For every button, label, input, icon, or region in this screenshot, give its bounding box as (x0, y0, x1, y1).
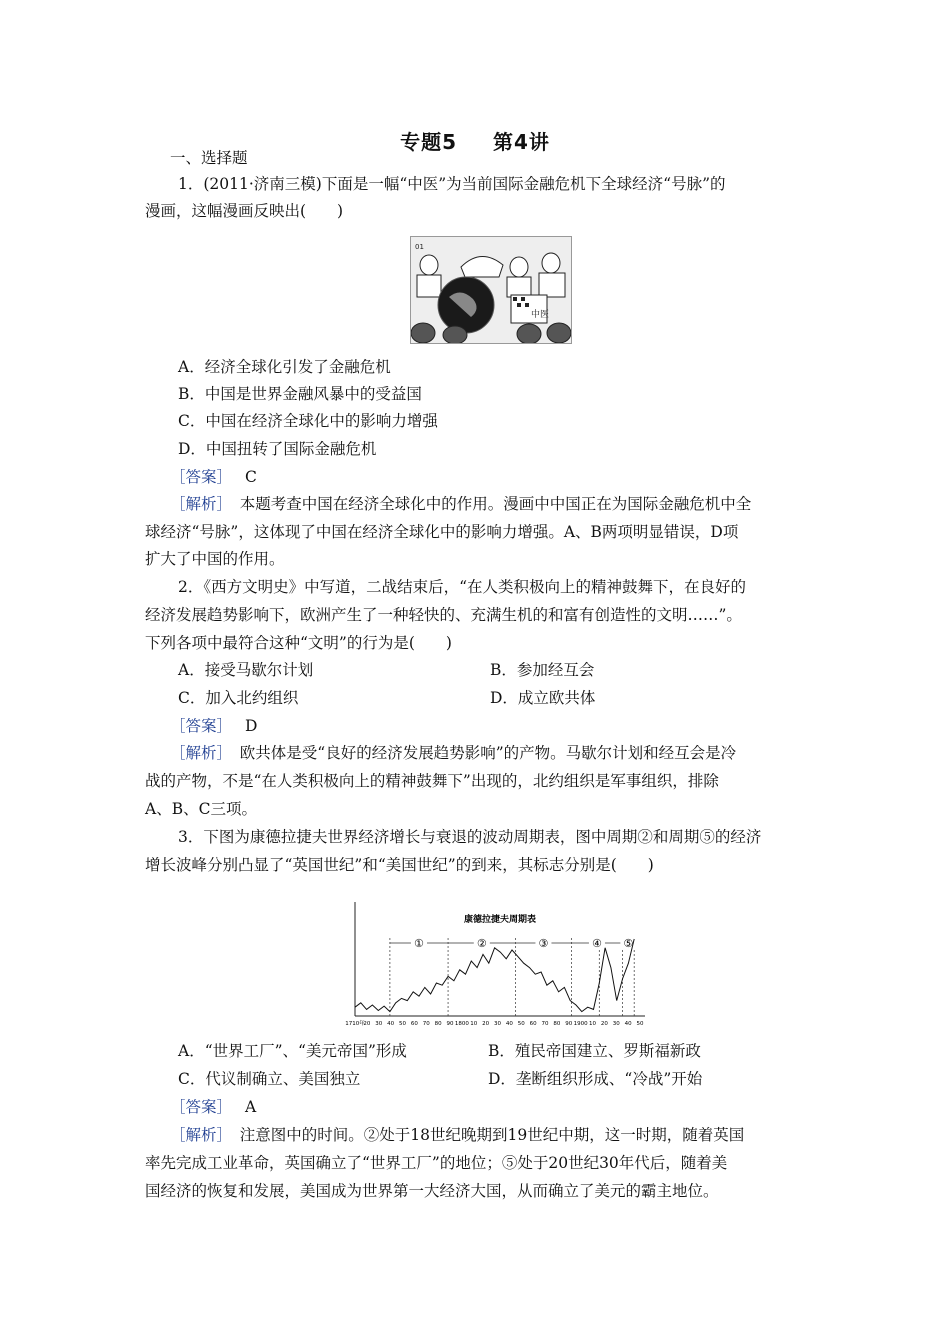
x-tick-label: 60 (410, 1021, 418, 1027)
x-tick-label: 1710年 (345, 1021, 365, 1027)
x-tick-label: 80 (553, 1021, 561, 1027)
q1-analysis-label: ［解析］ (170, 495, 225, 513)
x-tick-label: 30 (494, 1021, 501, 1027)
x-tick-label: 80 (434, 1021, 442, 1027)
x-tick-label: 20 (600, 1021, 608, 1027)
q1-stem-line2: 漫画，这幅漫画反映出( ) (145, 202, 344, 220)
x-tick-label: 50 (636, 1021, 644, 1027)
x-tick-label: 70 (422, 1021, 430, 1027)
q1-analysis-line3: 扩大了中国的作用。 (145, 550, 285, 568)
x-tick-label: 20 (482, 1021, 490, 1027)
q1-option-d: D．中国扭转了国际金融危机 (178, 440, 377, 458)
q3-analysis-line3: 国经济的恢复和发展，美国成为世界第一大经济大国，从而确立了美元的霸主地位。 (145, 1182, 719, 1200)
q1-answer-value: C (244, 468, 257, 486)
cycle-label: ② (476, 937, 487, 950)
q3-option-d: D．垄断组织形成、“冷战”开始 (488, 1070, 703, 1088)
x-tick-label: 50 (399, 1021, 406, 1027)
x-tick-label: 40 (505, 1021, 513, 1027)
q3-stem-line2: 增长波峰分别凸显了“英国世纪”和“美国世纪”的到来，其标志分别是( ) (145, 856, 654, 874)
q2-stem-line3: 下列各项中最符合这种“文明”的行为是( ) (145, 634, 452, 652)
cycle-label: ④ (592, 937, 602, 950)
q2-option-c: C．加入北约组织 (178, 689, 299, 707)
x-tick-label: 30 (375, 1021, 383, 1027)
x-tick-label: 20 (363, 1021, 371, 1027)
q1-answer (170, 467, 257, 487)
q2-analysis-line1 (170, 743, 736, 763)
cycle-label: ① (414, 937, 424, 950)
x-tick-label: 1800 (454, 1021, 469, 1027)
q2-analysis-line2: 战的产物，不是“在人类积极向上的精神鼓舞下”出现的，北约组织是军事组织，排除 (145, 772, 719, 790)
q3-stem-line1: 3．下图为康德拉捷夫世界经济增长与衰退的波动周期表，图中周期②和周期⑤的经济 (178, 828, 762, 846)
q1-option-c: C．中国在经济全球化中的影响力增强 (178, 412, 438, 430)
q3-answer (170, 1097, 256, 1117)
chart-svg (340, 898, 650, 1028)
q1-option-b: B．中国是世界金融风暴中的受益国 (178, 385, 422, 403)
x-tick-label: 40 (624, 1021, 632, 1027)
cycle-label: ③ (538, 937, 549, 950)
q2-stem-line1: 2．《西方文明史》中写道，二战结束后，“在人类积极向上的精神鼓舞下，在良好的 (178, 578, 747, 596)
x-tick-label: 10 (589, 1021, 596, 1027)
q3-answer-value: A (244, 1098, 257, 1116)
q1-analysis-text1: 本题考查中国在经济全球化中的作用。漫画中中国正在为国际金融危机中全 (224, 495, 752, 513)
x-tick-label: 70 (541, 1021, 549, 1027)
cartoon-label: 中医 (531, 310, 550, 320)
q2-option-a: A．接受马歇尔计划 (178, 661, 314, 679)
x-tick-label: 10 (470, 1021, 478, 1027)
x-tick-label: 90 (565, 1021, 573, 1027)
q1-analysis-line2: 球经济“号脉”，这体现了中国在经济全球化中的影响力增强。A、B两项明显错误，D项 (145, 523, 739, 541)
q2-answer (170, 716, 257, 736)
x-tick-label: 40 (387, 1021, 395, 1027)
x-tick-label: 90 (446, 1021, 454, 1027)
kondratiev-cycle-chart (340, 898, 650, 1028)
q2-stem-line2: 经济发展趋势影响下，欧洲产生了一种轻快的、充满生机的和富有创造性的文明……”。 (145, 606, 742, 624)
x-tick-label: 1900 (573, 1021, 588, 1027)
chart-title: 康德拉捷夫周期表 (463, 915, 537, 925)
cycle-label: ⑤ (623, 937, 634, 950)
x-tick-label: 30 (612, 1021, 620, 1027)
q2-option-d: D．成立欧共体 (490, 689, 596, 707)
q2-option-b: B．参加经互会 (490, 661, 595, 679)
page-title (0, 126, 950, 155)
q3-analysis-text1: 注意图中的时间。②处于18世纪晚期到19世纪中期，这一时期，随着英国 (224, 1126, 745, 1144)
cartoon-badge: 01 (415, 243, 424, 251)
x-tick-label: 50 (517, 1021, 525, 1027)
doctor-cartoon-illustration (411, 237, 571, 343)
q3-analysis-line2: 率先完成工业革命，英国确立了“世界工厂”的地位；⑤处于20世纪30年代后，随着美 (145, 1154, 728, 1172)
q2-answer-label: ［答案］ (170, 717, 233, 735)
q2-answer-value: D (244, 717, 258, 735)
q3-option-a: A．“世界工厂”、“美元帝国”形成 (178, 1042, 407, 1060)
title-lecture: 第4讲 (492, 130, 550, 154)
q1-stem-line1: 1．(2011·济南三模)下面是一幅“中医”为当前国际金融危机下全球经济“号脉”的 (178, 175, 726, 193)
q3-analysis-label: ［解析］ (170, 1126, 225, 1144)
q2-analysis-line3: A、B、C三项。 (145, 800, 257, 818)
q2-analysis-text1: 欧共体是受“良好的经济发展趋势影响”的产物。马歇尔计划和经互会是冷 (224, 744, 737, 762)
q3-answer-label: ［答案］ (170, 1098, 233, 1116)
x-tick-label: 60 (529, 1021, 537, 1027)
q1-answer-label: ［答案］ (170, 468, 233, 486)
q3-analysis-line1 (170, 1125, 744, 1145)
section-heading: 一、选择题 (170, 149, 248, 167)
q1-cartoon-image (410, 236, 572, 344)
q2-analysis-label: ［解析］ (170, 744, 225, 762)
title-topic: 专题5 (400, 130, 458, 154)
q1-analysis-line1 (170, 494, 751, 514)
q3-option-c: C．代议制确立、美国独立 (178, 1070, 361, 1088)
q1-option-a: A．经济全球化引发了金融危机 (178, 358, 391, 376)
q3-option-b: B．殖民帝国建立、罗斯福新政 (488, 1042, 701, 1060)
